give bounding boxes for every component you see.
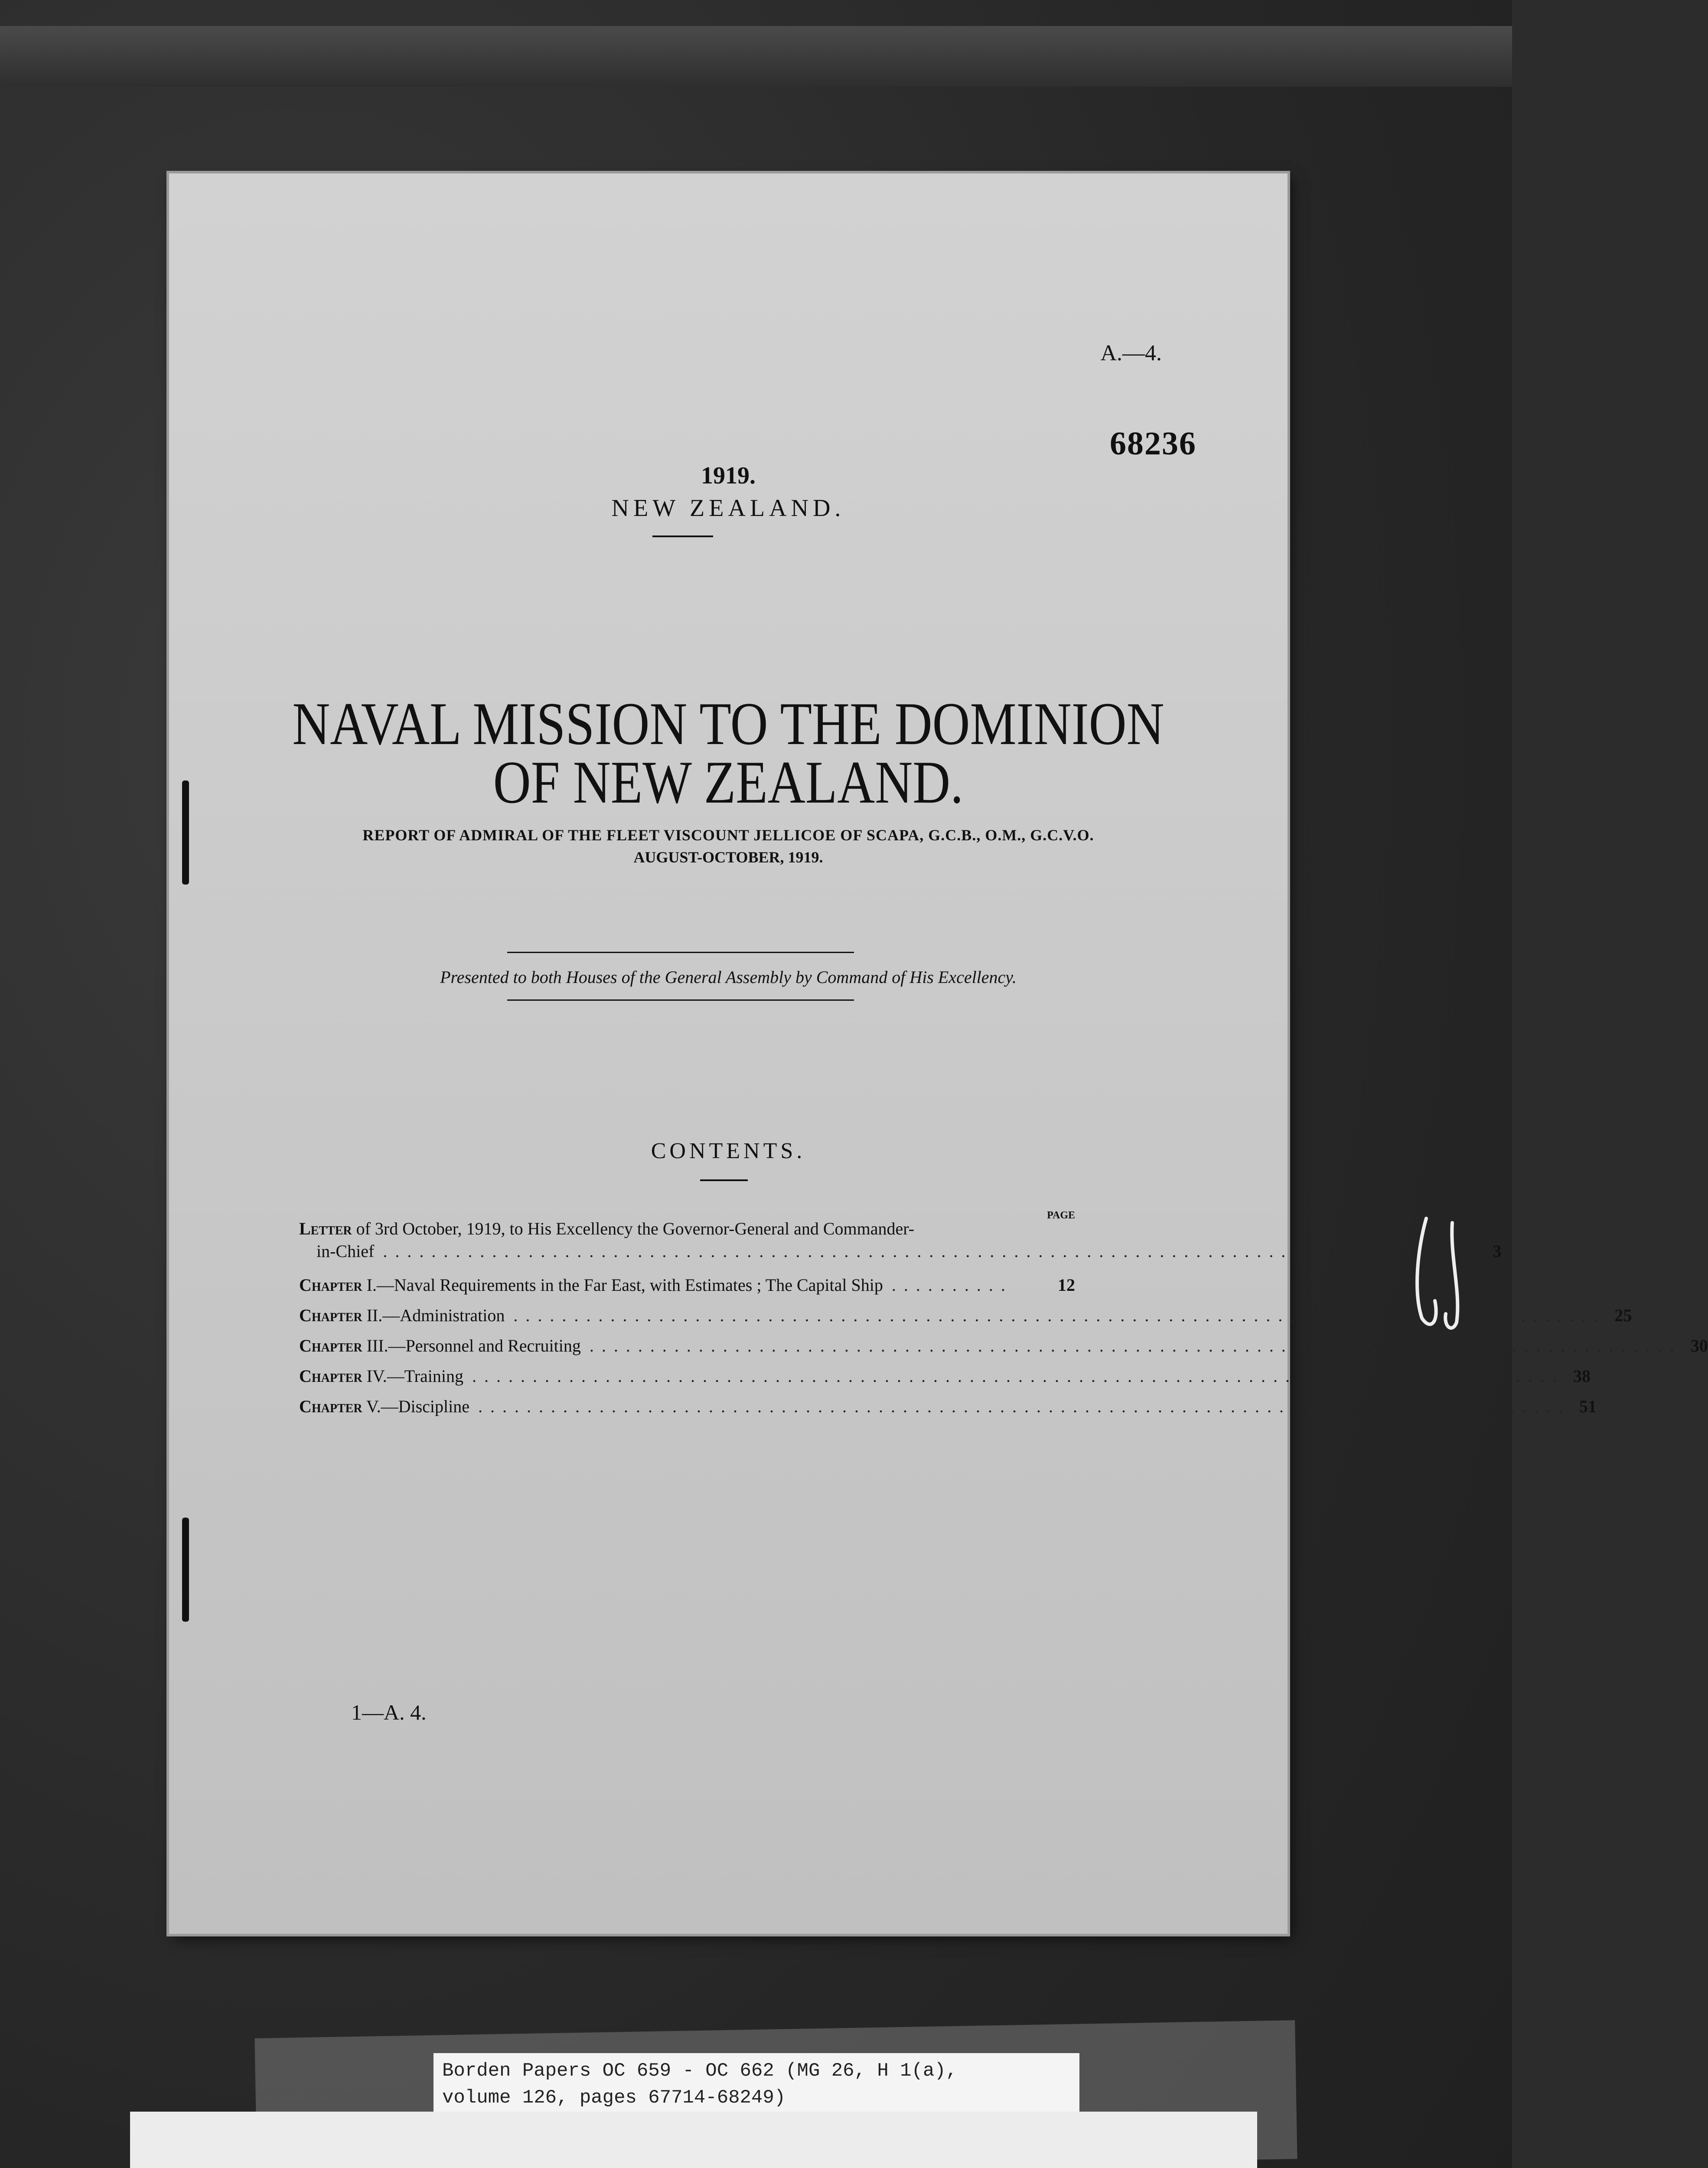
toc-leader-dots: ..........: [891, 1275, 1013, 1295]
contents-heading: CONTENTS.: [651, 1139, 806, 1163]
toc-row: [299, 1275, 1075, 1295]
page-column-label: PAGE: [1047, 1210, 1075, 1221]
toc-leader-dots: ..........................................................................................: [478, 1397, 1571, 1416]
toc-page-number: 38: [1573, 1366, 1591, 1386]
document-title-line-1: NAVAL MISSION TO THE DOMINION: [292, 690, 1164, 757]
divider-rule: [507, 952, 854, 953]
scan-top-strip: [0, 26, 1512, 87]
archive-reference-label: [434, 2053, 1079, 2118]
toc-leader-dots: ..........................................................................................: [513, 1306, 1606, 1325]
toc-entry-text: II.—Administration: [362, 1306, 505, 1325]
toc-entry-text: V.—Discipline: [362, 1397, 469, 1416]
divider-rule: [652, 535, 713, 537]
toc-entry-label: Chapter: [299, 1275, 362, 1295]
toc-row: [299, 1396, 1597, 1417]
toc-page-number: 3: [1493, 1241, 1502, 1261]
toc-row: [299, 1335, 1708, 1356]
toc-leader-dots: ..........................................................................................: [589, 1336, 1682, 1355]
handwritten-mark-icon: [1409, 1214, 1470, 1335]
toc-row: [299, 1305, 1632, 1326]
binding-staple: [182, 1518, 189, 1622]
toc-page-number: 30: [1690, 1336, 1708, 1355]
toc-row: [299, 1218, 1075, 1239]
toc-entry-label: Chapter: [299, 1397, 362, 1416]
toc-entry-label: Chapter: [299, 1366, 362, 1386]
toc-leader-dots: ..........................................................................................: [383, 1241, 1476, 1261]
toc-leader-dots: ..........................................................................................: [472, 1366, 1565, 1386]
divider-rule: [507, 999, 854, 1001]
toc-entry-text: III.—Personnel and Recruiting: [362, 1336, 581, 1355]
archive-reference-line-2: volume 126, pages 67714-68249): [442, 2087, 786, 2109]
toc-entry-label: Letter: [299, 1219, 352, 1238]
document-subtitle-line-1: REPORT OF ADMIRAL OF THE FLEET VISCOUNT JELLICOE OF SCAPA, G.C.B., O.M., G.C.V.O.: [362, 826, 1094, 844]
document-title-line-2: OF NEW ZEALAND.: [493, 749, 964, 816]
toc-page-number: 12: [1058, 1275, 1075, 1295]
toc-entry-text: in-Chief: [316, 1241, 375, 1261]
toc-entry-text: IV.—Training: [362, 1366, 463, 1386]
archive-card: [130, 2112, 1257, 2168]
toc-entry-text: I.—Naval Requirements in the Far East, with Estimates ; The Capital Ship: [362, 1275, 883, 1295]
toc-row: [299, 1366, 1591, 1386]
toc-row: [316, 1241, 1502, 1261]
archive-reference-line-1: Borden Papers OC 659 - OC 662 (MG 26, H 1(a),: [442, 2060, 958, 2082]
document-reference-code: A.—4.: [1100, 341, 1162, 366]
toc-entry-text: of 3rd October, 1919, to His Excellency the Governor-General and Commander-: [352, 1219, 915, 1238]
presentation-note: Presented to both Houses of the General Assembly by Command of His Excellency.: [440, 967, 1017, 987]
divider-rule: [700, 1179, 748, 1181]
toc-entry-label: Chapter: [299, 1336, 362, 1355]
toc-page-number: 51: [1579, 1397, 1597, 1416]
document-country: NEW ZEALAND.: [611, 495, 845, 522]
toc-entry-label: Chapter: [299, 1306, 362, 1325]
document-year: 1919.: [701, 462, 756, 489]
document-footer-code: 1—A. 4.: [351, 1700, 427, 1724]
document-page: [169, 173, 1708, 1934]
stamped-page-number: 68236: [1110, 425, 1196, 462]
document-subtitle-line-2: AUGUST-OCTOBER, 1919.: [633, 849, 823, 866]
toc-page-number: 25: [1614, 1306, 1632, 1325]
